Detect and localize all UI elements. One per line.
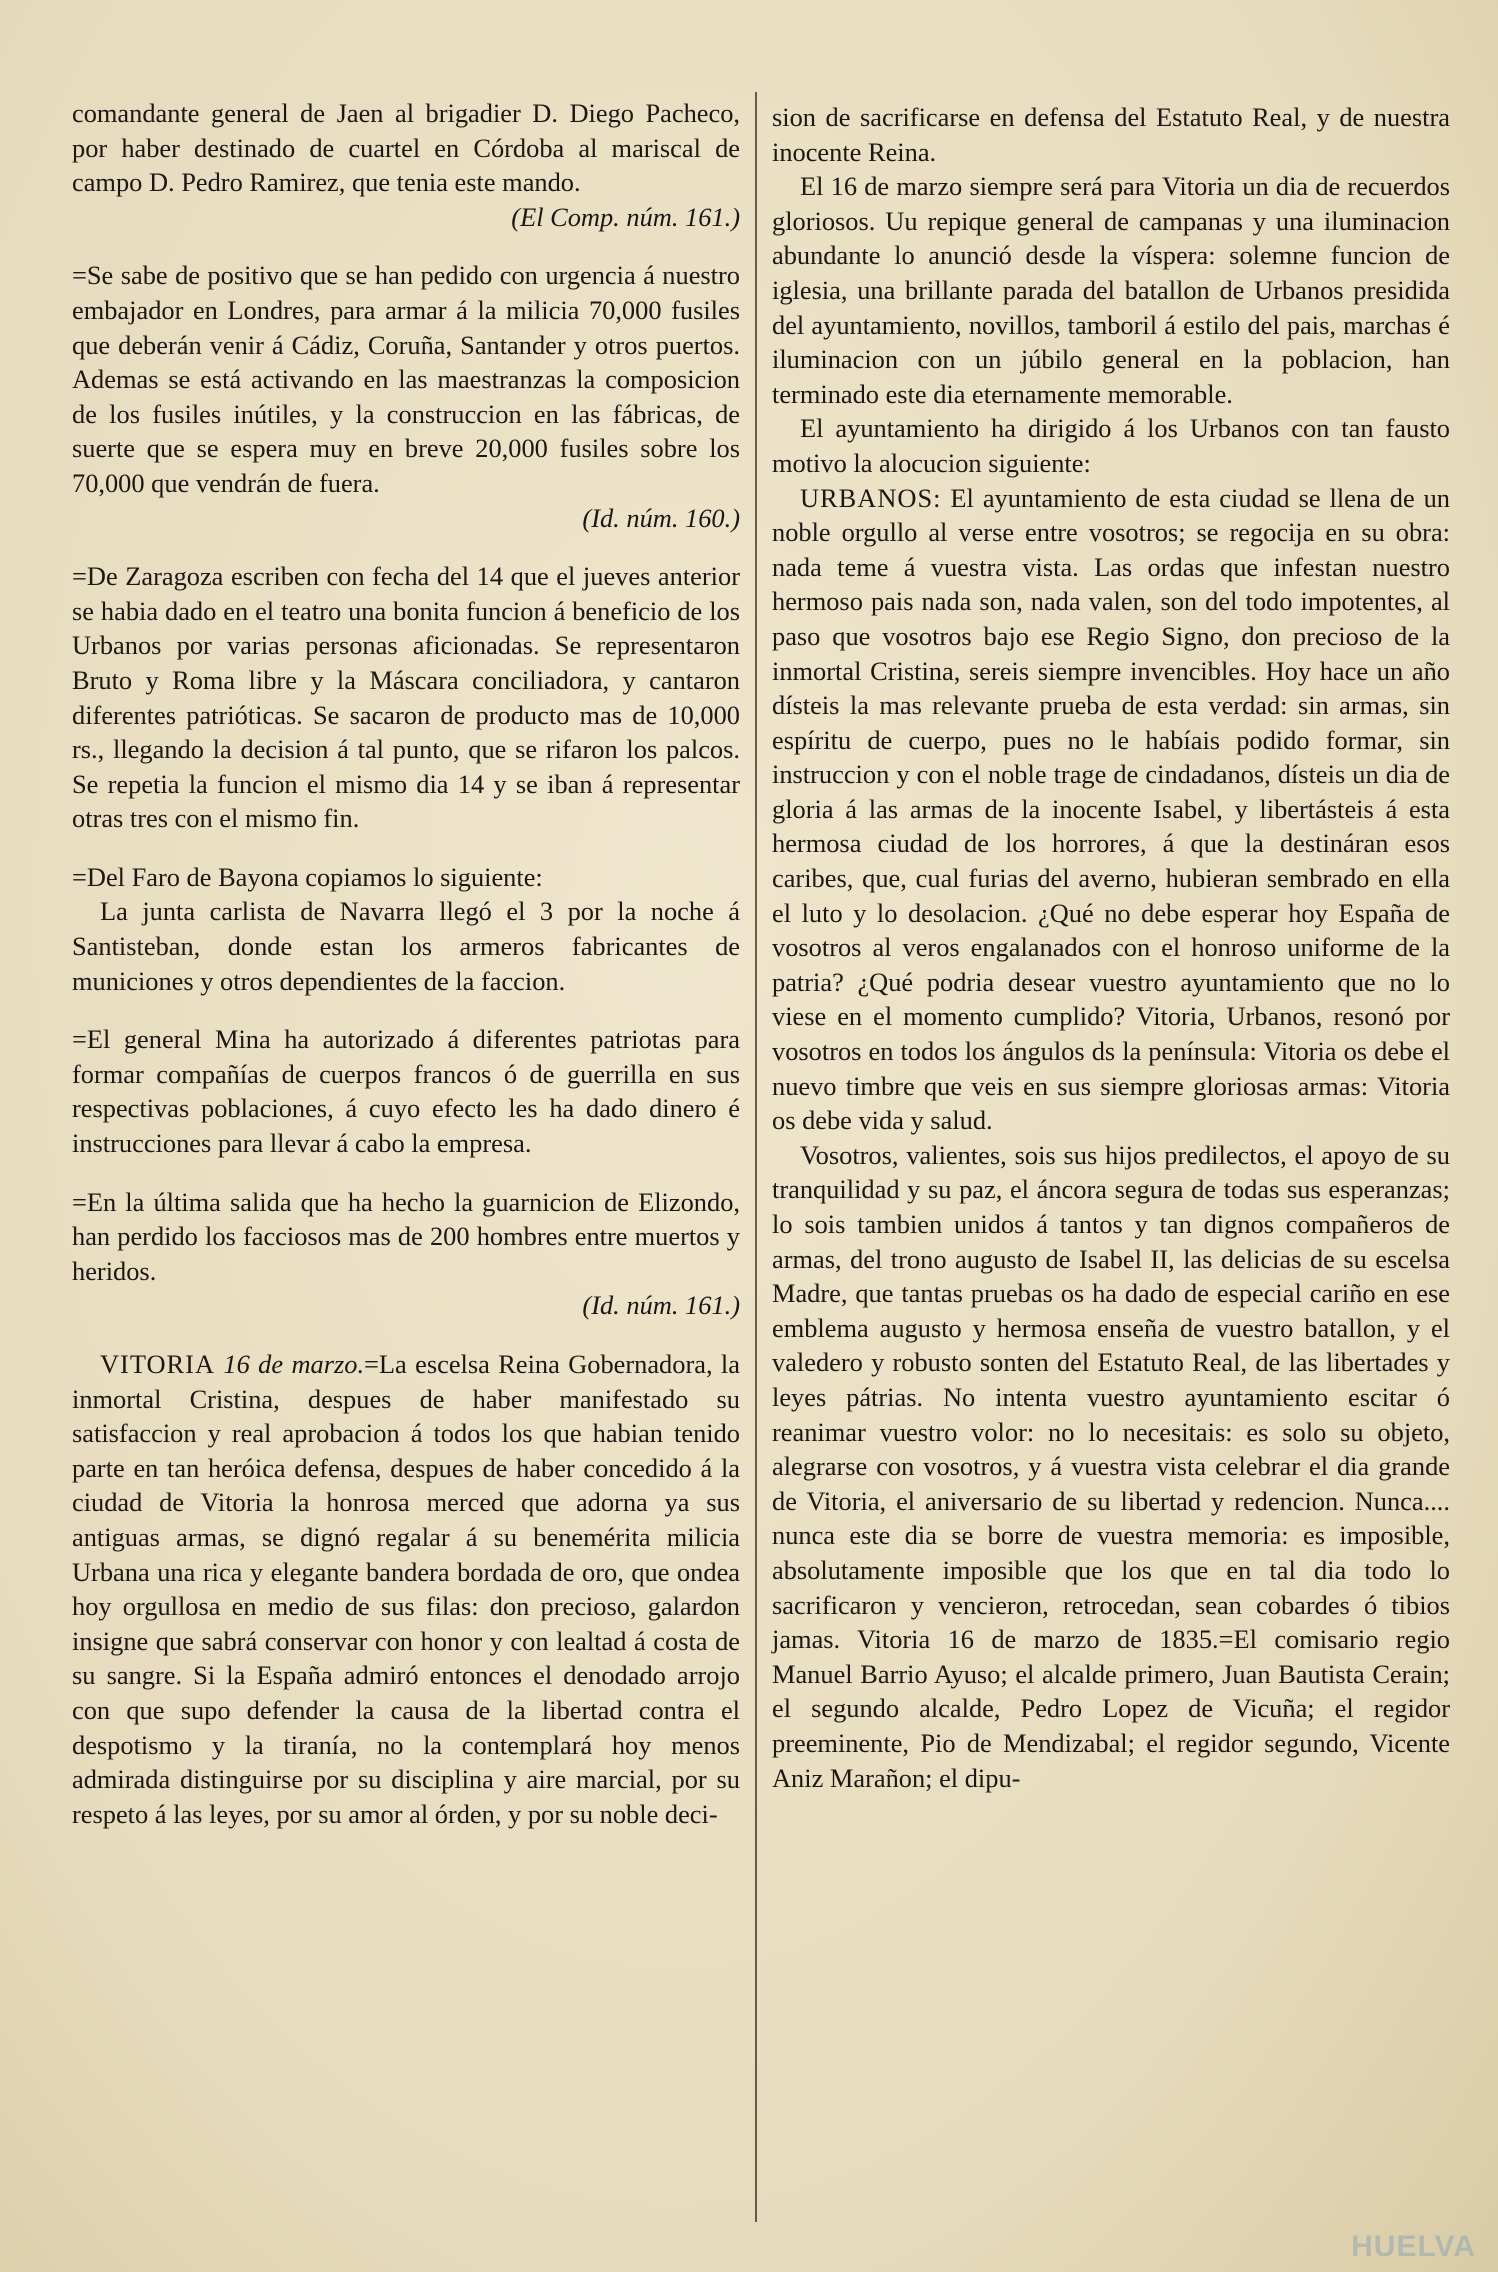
paragraph-elizondo: =En la última salida que ha hecho la guarnicion de Elizondo, han perdido los facciosos mas de 200 hombres entre muertos y heridos. (Id. núm. 161.) [72,1185,740,1323]
paragraph-zaragoza: =De Zaragoza escriben con fecha del 14 que el jueves anterior se habia dado en el teatro una bonita funcion á beneficio de los Urbanos por varias personas aficionadas. Se representaron Bruto y Roma libre y la Máscara conciliadora, y cantaron diferentes patrióticas. Se sacaron de producto mas de 10,000 rs., llegando la decision á tal punto, que se rifaron los palcos. Se repetia la funcion el mismo dia 14 y se iban á representar otras tres con el mismo fin. [72,561,740,834]
vitoria-date: 16 de marzo. [223,1349,365,1379]
paragraph-continuation: sion de sacrificarse en defensa del Estatuto Real, y de nuestra inocente Reina. [772,102,1450,167]
library-watermark: HUELVA [1351,2230,1476,2263]
paragraph-jaen: comandante general de Jaen al brigadier D. Diego Pacheco, por haber destinado de cuartel en Córdoba al mariscal de campo D. Pedro Ramirez, que tenia este mando. (El Comp. núm. 161.) [72,96,740,234]
urbanos-heading: URBANOS: [800,482,942,513]
paragraph-urbanos: URBANOS: El ayuntamiento de esta ciudad se llena de un noble orgullo al verse entre vosotros; se regocija en su obra: nada teme á vuestra vista. Las ordas que infestan nuestro hermoso pais nada son, nada valen, son del todo impotentes, al paso que vosotros bajo ese Regio Signo, don precioso de la inmortal Cristina, sereis siempre invencibles. Hoy hace un año dísteis la mas relevante prueba de esta verdad: sin armas, sin espíritu de cuerpo, pues no le habíais podido formar, sin instruccion y con el noble trage de cindadanos, dísteis un dia de gloria á las armas de la inocente Isabel, y libertásteis á esta hermosa ciudad de los horrores, á que la destináran esos caribes, que, cual furias del averno, hubieran sembrado en ella el luto y lo desolacion. ¿Qué no debe esperar hoy España de vosotros al veros engalanados con el honroso uniforme de la patria? ¿Qué podria desear vuestro ayuntamiento que no lo viese en el momento cumplido? Vitoria, Urbanos, resonó por vosotros en todos los ángulos ds la península: Vitoria os debe el nuevo timbre que veis en sus siempre gloriosas armas: Vitoria os debe vida y salud. [772,482,1450,1136]
left-column [72,96,740,1831]
paragraph-fusiles: =Se sabe de positivo que se han pedido con urgencia á nuestro embajador en Londres, para armar á la milicia 70,000 fusiles que deberán venir á Cádiz, Coruña, Santander y otros puertos. Ademas se está activando en las maestranzas la composicion de los fusiles inútiles, y la construccion en las fábricas, de suerte que se espera muy en breve 20,000 fusiles sobre los 70,000 que vendrán de fuera. (Id. núm. 160.) [72,258,740,535]
right-column [772,100,1450,1795]
source-citation: (Id. núm. 160.) [582,502,740,533]
source-citation: (Id. núm. 161.) [582,1290,740,1321]
bayona-body: La junta carlista de Navarra llegó el 3 por la noche á Santisteban, donde estan los armeros fabricantes de municiones y otros dependientes de la faccion. [72,896,740,996]
vitoria-heading: VITORIA [100,1349,215,1379]
paragraph-valientes: Vosotros, valientes, sois sus hijos predilectos, el apoyo de su tranquilidad y su paz, el áncora segura de todas sus esperanzas; lo sois tambien unidos á tantos y tan dignos compañeros de armas, del trono augusto de Isabel II, las delicias de su escelsa Madre, que tantas pruebas os ha dado de especial cariño en ese emblema augusto y hermosa enseña de vuestro batallon, y el valedero y robusto sonten del Estatuto Real, de las libertades y leyes pátrias. No intenta vuestro ayuntamiento escitar ó reanimar vuestro volor: no lo necesitais: es solo su objeto, alegrarse con vosotros, y á vuestra vista celebrar el dia grande de Vitoria, el aniversario de su libertad y redencion. Nunca.... nunca este dia se borre de vuestra memoria: es imposible, absolutamente imposible que los que en tal dia todo lo sacrificaron y vencieron, retrocedan, sean cobardes ó tibios jamas. Vitoria 16 de marzo de 1835.=El comisario regio Manuel Barrio Ayuso; el alcalde primero, Juan Bautista Cerain; el segundo alcalde, Pedro Lopez de Vicuña; el regidor preeminente, Pio de Mendizabal; el regidor segundo, Vicente Aniz Marañon; el dipu- [772,1139,1450,1793]
paragraph-bayona [72,860,740,998]
bayona-intro: =Del Faro de Bayona copiamos lo siguiente: [72,861,543,892]
source-citation: (El Comp. núm. 161.) [511,201,740,232]
paragraph-mina: =El general Mina ha autorizado á diferentes patriotas para formar compañías de cuerpos francos ó de guerrilla en sus respectivas poblaciones, á cuyo efecto les ha dado dinero é instrucciones para llevar á cabo la empresa. [72,1024,740,1159]
paragraph-16-marzo: El 16 de marzo siempre será para Vitoria un dia de recuerdos gloriosos. Uu repique general de campanas y una iluminacion abundante lo anunció desde la víspera: solemne funcion de iglesia, una brillante parada del batallon de Urbanos presidida del ayuntamiento, novillos, tamboril á estilo del pais, marchas é iluminacion con un júbilo general en la poblacion, han terminado este dia eternamente memorable. [772,171,1450,409]
paragraph-vitoria: VITORIA 16 de marzo.=La escelsa Reina Gobernadora, la inmortal Cristina, despues de haber manifestado su satisfaccion y real aprobacion á todos los que habian tenido parte en tan heróica defensa, despues de haber concedido á la ciudad de Vitoria la honrosa merced que adorna ya sus antiguas armas, se dignó regalar á su benemérita milicia Urbana una rica y elegante bandera bordada de oro, que ondea hoy orgullosa en medio de sus filas: don precioso, galardon insigne que sabrá conservar con honor y con lealtad á costa de su sangre. Si la España admiró entonces el denodado arrojo con que supo defender la causa de la libertad contra el despotismo y la tiranía, no la contemplará hoy menos admirada distinguirse por su disciplina y aire marcial, por su respeto á las leyes, por su amor al órden, y por su noble deci- [72,1349,740,1829]
paragraph-alocucion-intro: El ayuntamiento ha dirigido á los Urbanos con tan fausto motivo la alocucion siguiente: [772,413,1450,478]
column-divider [755,92,757,2222]
